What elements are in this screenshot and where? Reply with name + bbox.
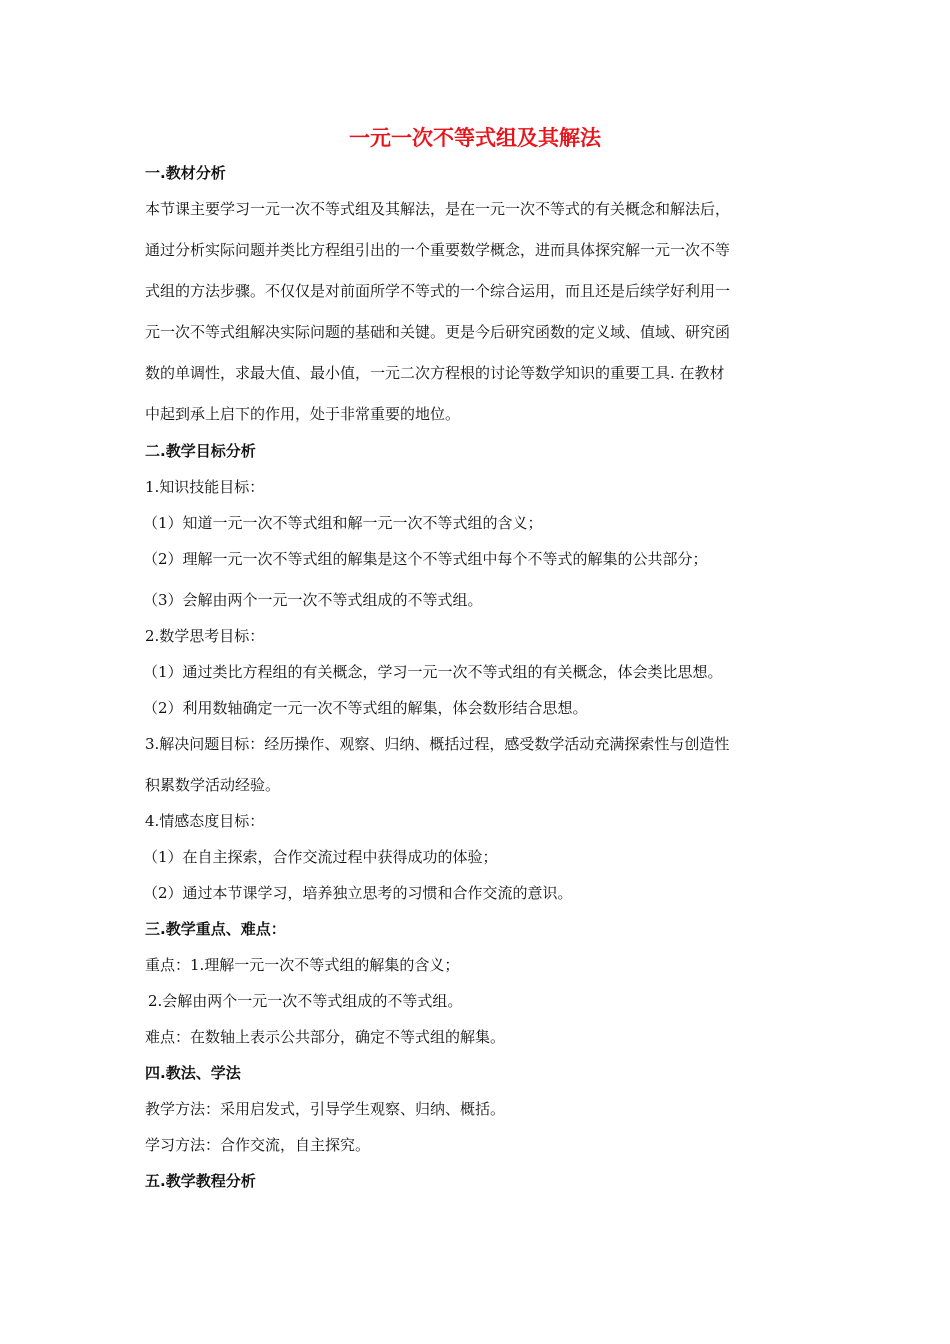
paragraph-line: 学习方法：合作交流，自主探究。: [145, 1136, 371, 1154]
list-item: 1.知识技能目标：: [145, 478, 265, 496]
list-item: （2）通过本节课学习，培养独立思考的习惯和合作交流的意识。: [143, 884, 573, 902]
list-item: （2）理解一元一次不等式组的解集是这个不等式组中每个不等式的解集的公共部分；: [143, 550, 708, 568]
heading-4: 四.教法、学法: [145, 1064, 241, 1082]
list-item: 3.解决问题目标：经历操作、观察、归纳、概括过程，感受数学活动充满探索性与创造性: [145, 735, 730, 753]
paragraph-line: 通过分析实际问题并类比方程组引出的一个重要数学概念，进而具体探究解一元一次不等: [145, 241, 731, 259]
paragraph-line: 教学方法：采用启发式，引导学生观察、归纳、概括。: [145, 1100, 506, 1118]
paragraph-line: 本节课主要学习一元一次不等式组及其解法，是在一元一次不等式的有关概念和解法后，: [145, 200, 731, 218]
list-item: （3）会解由两个一元一次不等式组成的不等式组。: [143, 591, 483, 609]
heading-5: 五.教学教程分析: [145, 1172, 256, 1190]
list-item: （1）通过类比方程组的有关概念，学习一元一次不等式组的有关概念，体会类比思想。: [143, 663, 723, 681]
paragraph-line: 难点：在数轴上表示公共部分，确定不等式组的解集。: [145, 1028, 506, 1046]
list-item: （2）利用数轴确定一元一次不等式组的解集，体会数形结合思想。: [143, 699, 588, 717]
list-item: 2.数学思考目标：: [145, 627, 265, 645]
list-item: 积累数学活动经验。: [145, 776, 281, 794]
heading-1: 一.教材分析: [145, 164, 226, 182]
list-item: （1）在自主探索，合作交流过程中获得成功的体验；: [143, 848, 498, 866]
document-title: 一元一次不等式组及其解法: [349, 125, 601, 150]
paragraph-line: 2.会解由两个一元一次不等式组成的不等式组。: [148, 992, 463, 1010]
paragraph-line: 数的单调性，求最大值、最小值，一元二次方程根的讨论等数学知识的重要工具. 在教材: [145, 364, 725, 382]
list-item: 4.情感态度目标：: [145, 812, 265, 830]
paragraph-line: 中起到承上启下的作用，处于非常重要的地位。: [145, 405, 461, 423]
list-item: （1）知道一元一次不等式组和解一元一次不等式组的含义；: [143, 514, 543, 532]
heading-3: 三.教学重点、难点：: [145, 920, 286, 938]
paragraph-line: 元一次不等式组解决实际问题的基础和关键。更是今后研究函数的定义域、值域、研究函: [145, 323, 731, 341]
paragraph-line: 式组的方法步骤。不仅仅是对前面所学不等式的一个综合运用，而且还是后续学好利用一: [145, 282, 731, 300]
heading-2: 二.教学目标分析: [145, 442, 256, 460]
paragraph-line: 重点：1.理解一元一次不等式组的解集的含义；: [145, 956, 460, 974]
